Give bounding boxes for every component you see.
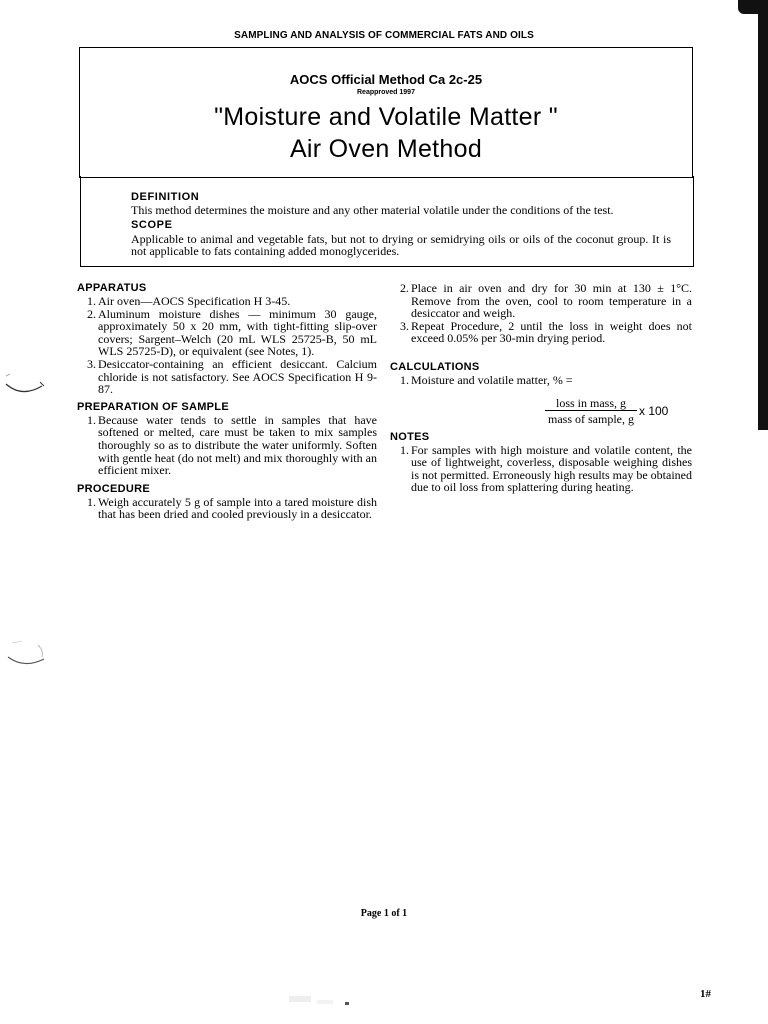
apparatus-item: 2. Aluminum moisture dishes — minimum 30 gauge, approximately 50 x 20 mm, with tight-fitting slip-over covers; Sargent–Welch (20 mL WLS 25725-B, 50 mL WLS 25725-D), or equivalent (see Notes, 1). [87, 306, 377, 359]
preparation-item: 1. Because water tends to settle in samples that have softened or melted, care must be taken to mix samples thoroughly so as to distribute the water uniformly. Soften with gentle heat (do not melt) and mix thoroughly with an efficient mixer. [87, 412, 377, 478]
formula-multiplier: x 100 [639, 404, 669, 418]
page-number: Page 1 of 1 [360, 908, 408, 919]
formula-numerator: loss in mass, g [555, 396, 626, 410]
scope-heading: SCOPE [131, 218, 173, 231]
calculations-heading: CALCULATIONS [390, 360, 480, 373]
procedure-item: 3. Repeat Procedure, 2 until the loss in weight does not exceed 0.05% per 30-min drying period. [400, 318, 692, 346]
calculations-item: 1. Moisture and volatile matter, % = [400, 372, 573, 387]
scan-artifact-smudge [287, 992, 353, 1008]
procedure-heading: PROCEDURE [77, 482, 150, 495]
scan-edge-shadow [738, 0, 768, 430]
document-title: "Moisture and Volatile Matter " [214, 103, 558, 131]
apparatus-item: 3. Desiccator-containing an efficient desiccant. Calcium chloride is not satisfactory. See AOCS Specification H 9-87. [87, 356, 377, 397]
definition-text: This method determines the moisture and any other material volatile under the conditions of the test. [131, 203, 614, 217]
fraction-bar [545, 410, 637, 411]
method-label: AOCS Official Method Ca 2c-25 [289, 72, 483, 87]
definition-scope-box [80, 176, 694, 267]
left-column [77, 282, 377, 521]
preparation-heading: PREPARATION OF SAMPLE [77, 400, 229, 413]
notes-item: 1. For samples with high moisture and volatile content, the use of lightweight, coverless, disposable weighing dishes is not permitted. Erroneously high results may be obtained due to oil loss from splattering during heating. [400, 442, 692, 495]
procedure-item: 2. Place in air oven and dry for 30 min at 130 ± 1°C. Remove from the oven, cool to room temperature in a desiccator and weigh. [400, 281, 692, 321]
procedure-item: 1. Weigh accurately 5 g of sample into a tared moisture dish that has been dried and cooled previously in a desiccator. [87, 494, 377, 522]
moisture-formula [545, 396, 675, 430]
scan-artifact-mark [2, 635, 47, 671]
corner-mark: 1# [700, 988, 711, 1000]
title-box [79, 47, 693, 178]
scope-text: Applicable to animal and vegetable fats, but not to drying or semidrying oils or oils of the coconut group. It is not applicable to fats containing added monoglycerides. [131, 231, 671, 258]
running-header: SAMPLING AND ANALYSIS OF COMMERCIAL FATS AND OILS [234, 30, 534, 41]
apparatus-item: 1. Air oven—AOCS Specification H 3-45. [87, 294, 291, 308]
definition-heading: DEFINITION [131, 191, 200, 203]
right-column [390, 282, 692, 494]
reapproved-label: Reapproved 1997 [357, 89, 415, 96]
scan-artifact-mark [2, 368, 47, 400]
notes-heading: NOTES [390, 430, 430, 443]
formula-denominator: mass of sample, g [548, 412, 634, 426]
apparatus-heading: APPARATUS [77, 282, 147, 294]
document-subtitle: Air Oven Method [289, 135, 483, 163]
